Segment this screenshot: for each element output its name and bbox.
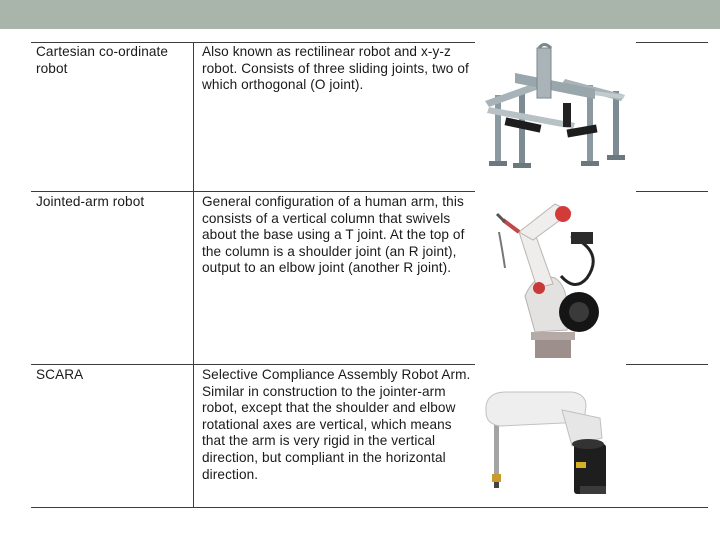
row-divider-2: [31, 364, 475, 365]
cartesian-robot-image: [475, 43, 636, 191]
table-row-3-type: SCARA: [36, 367, 84, 382]
table-row-2-description: General configuration of a human arm, this consists of a vertical column that swivels about the base using a T joint. At the top of the column is a shoulder joint (an R joint), output to an elbow joint (another R joint).: [202, 194, 465, 276]
table-row-3-description: Selective Compliance Assembly Robot Arm. Similar in construction to the jointer-arm robot, except that the shoulder and elbow rotational axes are vertical, which means that the arm is very rigid in the vertical direction, but compliant in the horizontal direction.: [202, 367, 471, 482]
row-divider-1: [31, 191, 475, 192]
table-top-rule-right: [636, 42, 708, 43]
table-row-2-type: Jointed-arm robot: [36, 194, 145, 209]
robot-types-table: [31, 42, 708, 508]
row-divider-1-right: [636, 191, 708, 192]
table-row-1-type: Cartesian co-ordinate robot: [36, 44, 169, 76]
column-divider: [193, 42, 194, 508]
jointed-arm-robot-image: [475, 192, 626, 364]
scara-robot-image: [476, 366, 626, 506]
top-banner: [0, 0, 720, 29]
table-row-1-description: Also known as rectilinear robot and x-y-z robot. Consists of three sliding joints, two of which orthogonal (O joint).: [202, 44, 469, 93]
row-divider-2-right: [626, 364, 708, 365]
table-top-rule: [31, 42, 475, 43]
table-bottom-rule: [31, 507, 708, 508]
